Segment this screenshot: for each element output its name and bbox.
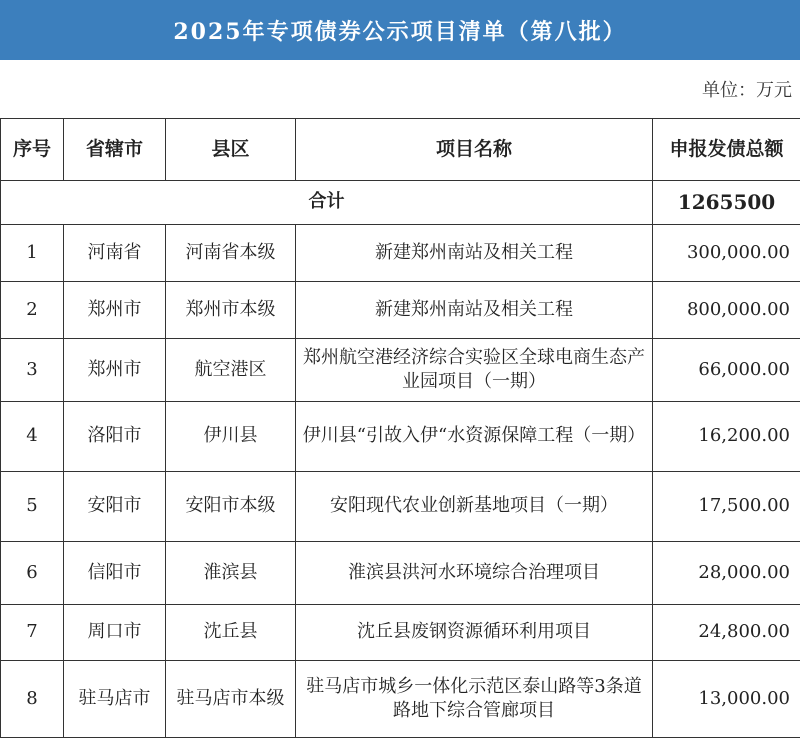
total-row [1,181,800,225]
row-county: 郑州市本级 [166,282,296,339]
header-project: 项目名称 [296,119,653,181]
row-amount: 13,000.00 [653,661,800,738]
project-table [0,118,800,738]
table-row [1,402,800,472]
row-project: 伊川县“引故入伊“水资源保障工程（一期） [296,402,653,472]
total-value: 1265500 [653,181,800,225]
table-header-row [1,119,800,181]
row-city: 信阳市 [64,542,166,605]
row-amount: 24,800.00 [653,605,800,661]
row-seq: 2 [1,282,64,339]
row-amount: 16,200.00 [653,402,800,472]
row-county: 安阳市本级 [166,472,296,542]
row-city: 郑州市 [64,339,166,402]
row-city: 郑州市 [64,282,166,339]
table-row [1,339,800,402]
row-amount: 17,500.00 [653,472,800,542]
row-city: 驻马店市 [64,661,166,738]
row-project: 郑州航空港经济综合实验区全球电商生态产业园项目（一期） [296,339,653,402]
row-county: 伊川县 [166,402,296,472]
row-county: 航空港区 [166,339,296,402]
row-project: 淮滨县洪河水环境综合治理项目 [296,542,653,605]
row-city: 安阳市 [64,472,166,542]
row-seq: 7 [1,605,64,661]
row-amount: 800,000.00 [653,282,800,339]
row-county: 淮滨县 [166,542,296,605]
row-project: 驻马店市城乡一体化示范区泰山路等3条道路地下综合管廊项目 [296,661,653,738]
row-amount: 66,000.00 [653,339,800,402]
row-city: 河南省 [64,225,166,282]
row-city: 洛阳市 [64,402,166,472]
header-county: 县区 [166,119,296,181]
row-project: 新建郑州南站及相关工程 [296,282,653,339]
row-amount: 28,000.00 [653,542,800,605]
row-project: 沈丘县废钢资源循环利用项目 [296,605,653,661]
header-amount: 申报发债总额 [653,119,800,181]
row-county: 驻马店市本级 [166,661,296,738]
header-seq: 序号 [1,119,64,181]
row-seq: 3 [1,339,64,402]
table-row [1,282,800,339]
row-city: 周口市 [64,605,166,661]
table-row [1,605,800,661]
table-row [1,661,800,738]
row-seq: 6 [1,542,64,605]
table-row [1,225,800,282]
table-row [1,542,800,605]
total-label: 合计 [1,181,653,225]
row-project: 新建郑州南站及相关工程 [296,225,653,282]
table-row [1,472,800,542]
row-seq: 1 [1,225,64,282]
row-project: 安阳现代农业创新基地项目（一期） [296,472,653,542]
row-seq: 4 [1,402,64,472]
unit-label: 单位：万元 [0,60,800,118]
page-title: 2025年专项债券公示项目清单（第八批） [0,0,800,60]
row-seq: 5 [1,472,64,542]
row-county: 河南省本级 [166,225,296,282]
row-seq: 8 [1,661,64,738]
row-county: 沈丘县 [166,605,296,661]
header-city: 省辖市 [64,119,166,181]
row-amount: 300,000.00 [653,225,800,282]
